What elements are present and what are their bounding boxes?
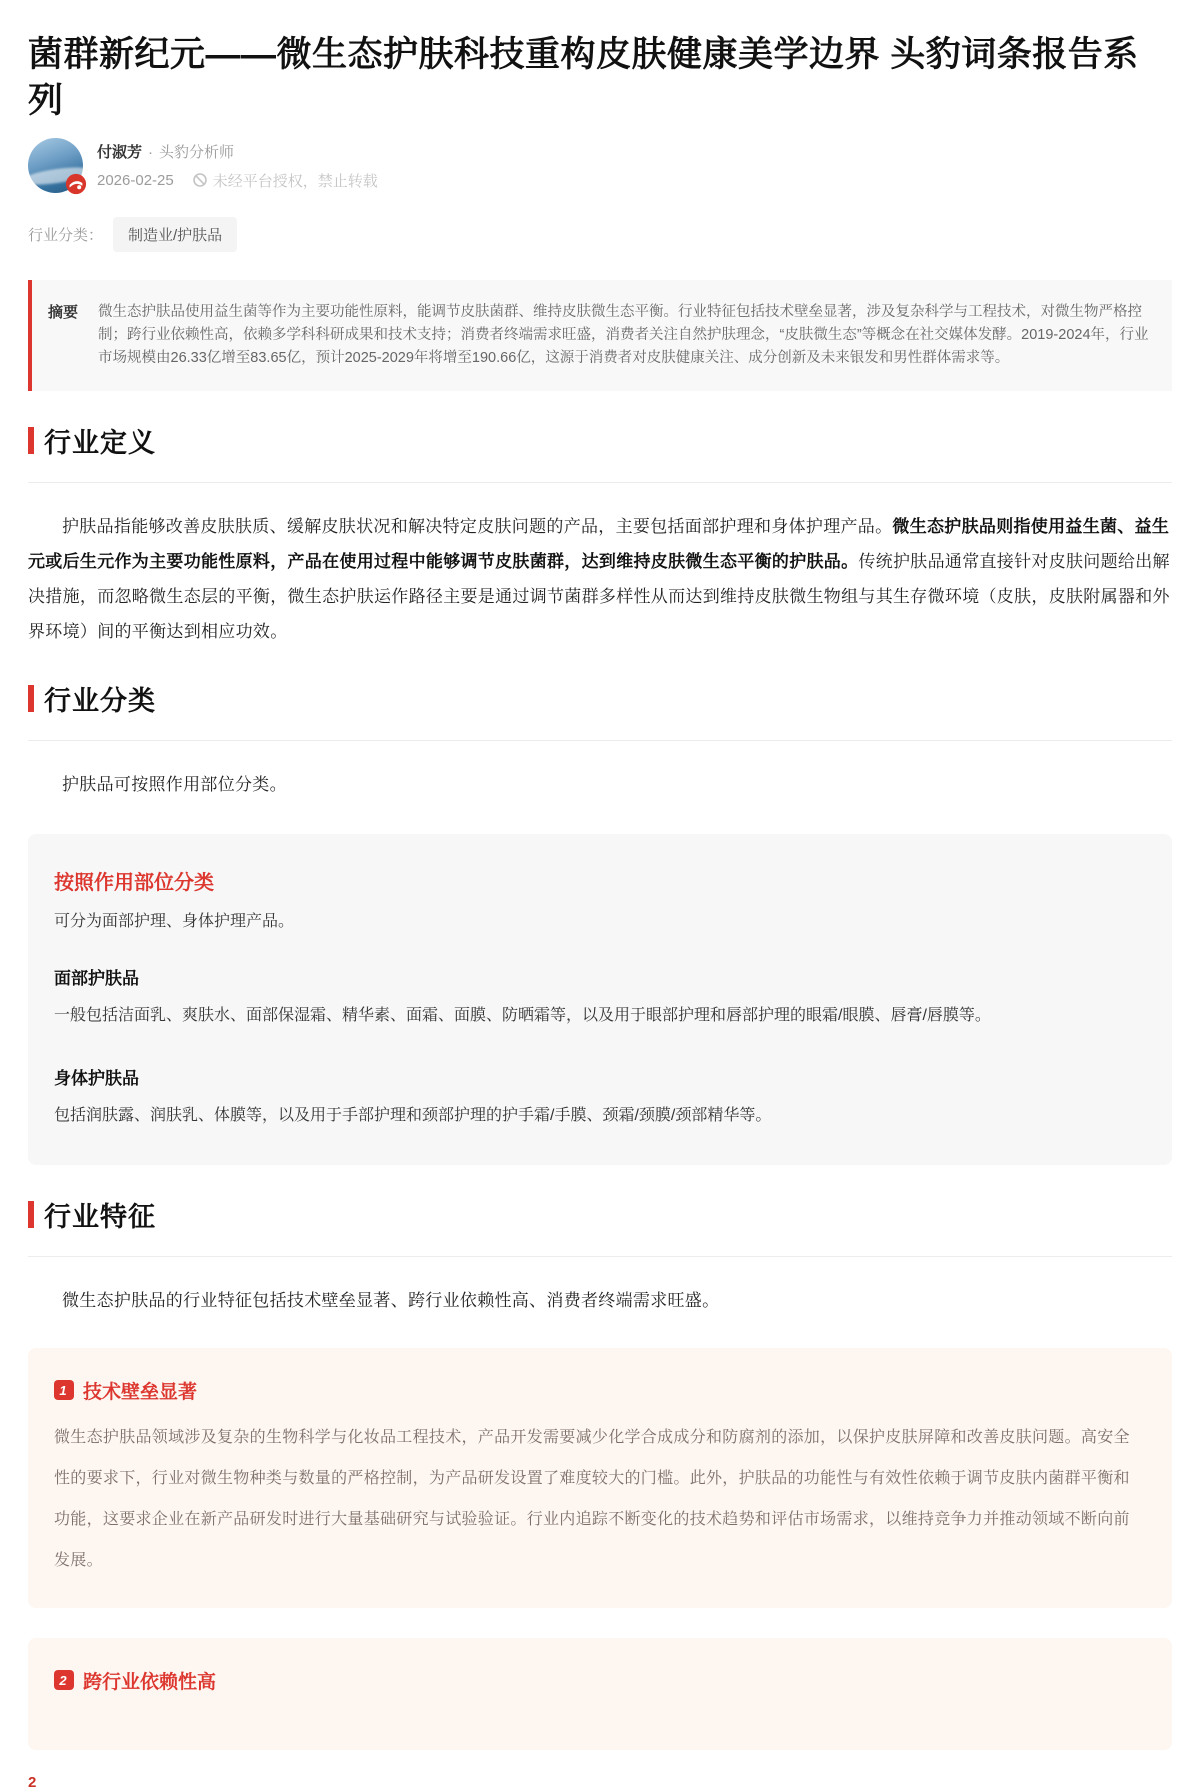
definition-text-1: 护肤品指能够改善皮肤肤质、缓解皮肤状况和解决特定皮肤问题的产品，主要包括面部护理和身体护理产品。	[62, 517, 893, 536]
divider	[28, 740, 1172, 741]
feature-card-2	[28, 1638, 1172, 1750]
box-item-desc: 一般包括洁面乳、爽肤水、面部保湿霜、精华素、面霜、面膜、防晒霜等，以及用于眼部护理和唇部护理的眼霜/眼膜、唇膏/唇膜等。	[54, 1007, 991, 1024]
card-title: 跨行业依赖性高	[83, 1671, 217, 1693]
classification-intro: 护肤品可按照作用部位分类。	[62, 775, 287, 794]
box-item-name: 身体护肤品	[54, 1068, 139, 1088]
classification-box-subtitle: 可分为面部护理、身体护理产品。	[54, 913, 295, 930]
box-item-desc: 包括润肤露、润肤乳、体膜等，以及用于手部护理和颈部护理的护手霜/手膜、颈霜/颈膜/颈部精华等。	[54, 1106, 772, 1124]
classification-row	[28, 217, 1172, 252]
license-text: 未经平台授权，禁止转载	[212, 172, 378, 190]
abstract-block	[28, 280, 1172, 391]
abstract-text: 微生态护肤品使用益生菌等作为主要功能性原料，能调节皮肤菌群、维持皮肤微生态平衡。行业特征包括技术壁垒显著，涉及复杂科学与工程技术，对微生物严格控制；跨行业依赖性高，依赖多学科科研成果和技术支持；消费者终端需求旺盛，消费者关注自然护肤理念，“皮肤微生态”等概念在社交媒体发酵。2019-2024年，行业市场规模由26.33亿增至83.65亿，预计2025-2029年将增至190.66亿，这源于消费者对皮肤健康关注、成分创新及未来银发和男性群体需求等。	[98, 304, 1149, 366]
definition-text-bold: 微生态护肤品则指使用益生菌、益生元或后生元作为主要功能性原料，产品在使用过程中能够调节皮肤菌群，达到维持皮肤微生态平衡的护肤品。	[28, 517, 1170, 571]
no-reprint-icon	[192, 172, 208, 188]
author-role: 头豹分析师	[159, 143, 235, 161]
leadleo-logo-icon	[65, 173, 87, 195]
abstract-label: 摘要	[48, 304, 79, 321]
heading-accent-bar	[28, 1201, 34, 1228]
features-intro: 微生态护肤品的行业特征包括技术壁垒显著、跨行业依赖性高、消费者终端需求旺盛。	[62, 1290, 720, 1310]
card-number-badge: 1	[54, 1380, 74, 1400]
card-body: 微生态护肤品领域涉及复杂的生物科学与化妆品工程技术，产品开发需要减少化学合成成分和防腐剂的添加，以保护皮肤屏障和改善皮肤问题。高安全性的要求下，行业对微生物种类与数量的严格控制，为产品研发设置了难度较大的门槛。此外，护肤品的功能性与有效性依赖于调节皮肤内菌群平衡和功能，这要求企业在新产品研发时进行大量基础研究与试验验证。行业内追踪不断变化的技术趋势和评估市场需求，以维持竞争力并推动领域不断向前发展。	[54, 1428, 1130, 1569]
page-number: 2	[28, 1773, 37, 1791]
classification-label: 行业分类：	[28, 227, 104, 244]
author-separator: ·	[148, 143, 154, 161]
divider	[28, 1256, 1172, 1257]
section-heading-classification-text: 行业分类	[44, 686, 156, 716]
section-heading-features-text: 行业特征	[44, 1201, 156, 1232]
section-heading-definition-text: 行业定义	[44, 428, 156, 458]
feature-card-1	[28, 1348, 1172, 1608]
definition-text-2: 传统护肤品通常直接针对皮肤问题给出解决措施，而忽略微生态层的平衡，微生态护肤运作路径主要是通过调节菌群多样性从而达到维持皮肤微生物组与其生存微环境（皮肤，皮肤附属器和外界环境）间的平衡达到相应功效。	[28, 552, 1170, 641]
author-row	[28, 138, 1172, 193]
box-item-body	[54, 1064, 1146, 1131]
section-heading-classification	[28, 679, 1172, 718]
author-avatar[interactable]	[28, 138, 83, 193]
classification-box-title: 按照作用部位分类	[54, 872, 214, 894]
section-heading-features	[28, 1195, 1172, 1234]
card-number-badge: 2	[54, 1670, 74, 1690]
definition-paragraph	[28, 509, 1172, 649]
page-title: 菌群新纪元——微生态护肤科技重构皮肤健康美学边界 头豹词条报告系列	[28, 35, 1139, 120]
box-item-face	[54, 964, 1146, 1031]
section-heading-definition	[28, 421, 1172, 460]
classification-box	[28, 834, 1172, 1165]
author-name[interactable]: 付淑芳	[97, 143, 143, 161]
divider	[28, 482, 1172, 483]
box-item-name: 面部护肤品	[54, 969, 139, 988]
publish-date: 2026-02-25	[97, 171, 174, 189]
classification-tag[interactable]: 制造业/护肤品	[113, 217, 237, 252]
heading-accent-bar	[28, 685, 34, 712]
card-title: 技术壁垒显著	[83, 1381, 198, 1403]
heading-accent-bar	[28, 427, 34, 454]
